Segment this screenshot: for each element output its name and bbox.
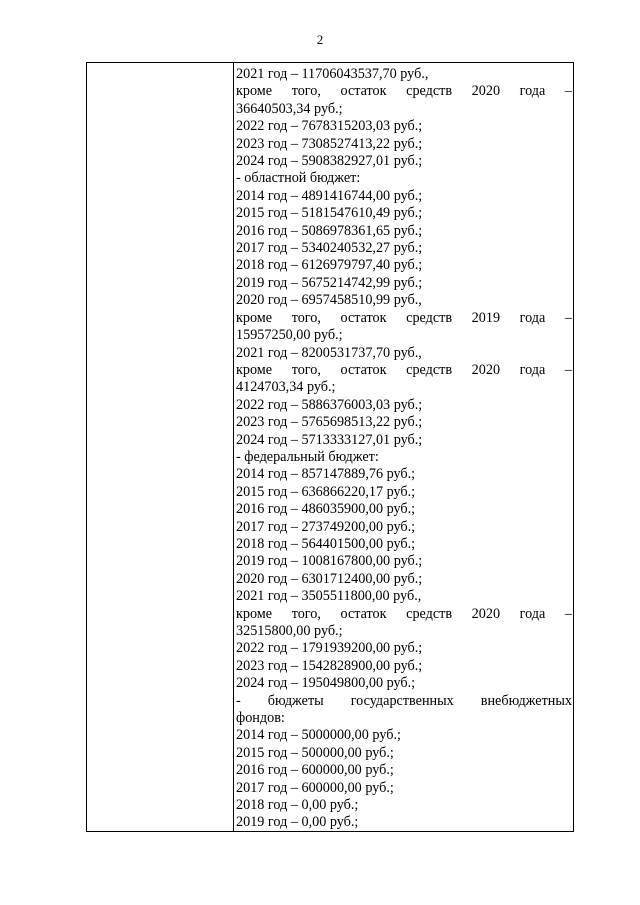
text-line: 2017 год – 273749200,00 руб.; (236, 518, 416, 535)
word: средств (406, 309, 453, 326)
text-line: 4124703,34 руб.; (236, 379, 336, 396)
word: – (564, 361, 572, 378)
text-line: 2021 год – 3505511800,00 руб., (236, 588, 422, 605)
funding-table (86, 62, 574, 832)
word: того, (291, 605, 321, 622)
word: 2020 (471, 605, 501, 622)
text-line-justified (236, 693, 572, 710)
word: средств (406, 605, 453, 622)
text-line: 2023 год – 7308527413,22 руб.; (236, 135, 423, 152)
text-line: 2023 год – 5765698513,22 руб.; (236, 414, 423, 431)
text-line: 2016 год – 600000,00 руб.; (236, 762, 394, 779)
text-line: 2019 год – 0,00 руб.; (236, 814, 359, 831)
text-line: 2022 год – 1791939200,00 руб.; (236, 640, 423, 657)
text-line: 2024 год – 5908382927,01 руб.; (236, 153, 423, 170)
text-line: 32515800,00 руб.; (236, 623, 343, 639)
word: года (519, 309, 546, 326)
word: кроме (236, 83, 273, 100)
word: 2020 (471, 361, 501, 378)
word: средств (406, 83, 453, 100)
text-line: 2016 год – 5086978361,65 руб.; (236, 222, 423, 239)
text-line: - областной бюджет: (236, 170, 361, 187)
text-line: 2019 год – 1008167800,00 руб.; (236, 553, 423, 570)
text-line: 2017 год – 600000,00 руб.; (236, 779, 394, 796)
text-line: 2015 год – 500000,00 руб.; (236, 744, 394, 761)
word: внебюджетных (480, 692, 572, 709)
text-line: 2021 год – 8200531737,70 руб., (236, 344, 422, 361)
word: остаток (340, 83, 387, 100)
text-line: 2016 год – 486035900,00 руб.; (236, 501, 416, 518)
text-line: 2018 год – 564401500,00 руб.; (236, 535, 416, 552)
word: бюджеты (267, 692, 324, 709)
word: кроме (236, 361, 273, 378)
word: года (519, 361, 546, 378)
word: года (519, 83, 546, 100)
text-line: 2024 год – 195049800,00 руб.; (236, 675, 416, 692)
text-line: 2020 год – 6957458510,99 руб., (236, 292, 422, 309)
text-line: 2015 год – 5181547610,49 руб.; (236, 205, 423, 222)
text-line: 2014 год – 857147889,76 руб.; (236, 466, 416, 483)
text-line: 36640503,34 руб.; (236, 100, 343, 117)
word: того, (291, 361, 321, 378)
word: того, (291, 83, 321, 100)
text-line-justified (236, 362, 572, 379)
text-line: 2019 год – 5675214742,99 руб.; (236, 274, 423, 291)
text-line: 2018 год – 6126979797,40 руб.; (236, 257, 423, 274)
word: остаток (340, 605, 387, 622)
word: остаток (340, 361, 387, 378)
word: – (564, 309, 572, 326)
word: кроме (236, 309, 273, 326)
text-line: 15957250,00 руб.; (236, 327, 343, 344)
text-line: 2014 год – 4891416744,00 руб.; (236, 187, 423, 204)
word: года (519, 605, 546, 622)
word: – (564, 605, 572, 622)
text-line: 2021 год – 11706043537,70 руб., (236, 66, 429, 82)
word: кроме (236, 605, 273, 622)
text-line: 2024 год – 5713333127,01 руб.; (236, 431, 423, 448)
text-line: 2023 год – 1542828900,00 руб.; (236, 657, 423, 674)
word: 2020 (471, 83, 501, 100)
word: того, (291, 309, 321, 326)
text-line: 2018 год – 0,00 руб.; (236, 797, 359, 814)
text-line-justified (236, 310, 572, 327)
funding-text-cell (236, 66, 572, 832)
text-line: - федеральный бюджет: (236, 448, 379, 465)
text-line-justified (236, 83, 572, 100)
word: государственных (350, 692, 454, 709)
text-line: 2020 год – 6301712400,00 руб.; (236, 570, 423, 587)
text-line: 2017 год – 5340240532,27 руб.; (236, 240, 423, 257)
text-line: фондов: (236, 710, 285, 727)
word: 2019 (471, 309, 501, 326)
column-divider (233, 63, 234, 831)
text-line: 2015 год – 636866220,17 руб.; (236, 483, 416, 500)
text-line: 2014 год – 5000000,00 руб.; (236, 727, 401, 744)
text-line: 2022 год – 7678315203,03 руб.; (236, 118, 423, 135)
page-number: 2 (316, 32, 324, 47)
word: – (564, 83, 572, 100)
text-line: 2022 год – 5886376003,03 руб.; (236, 396, 423, 413)
word: остаток (340, 309, 387, 326)
word: средств (406, 361, 453, 378)
word: - (236, 692, 241, 709)
text-line-justified (236, 606, 572, 623)
